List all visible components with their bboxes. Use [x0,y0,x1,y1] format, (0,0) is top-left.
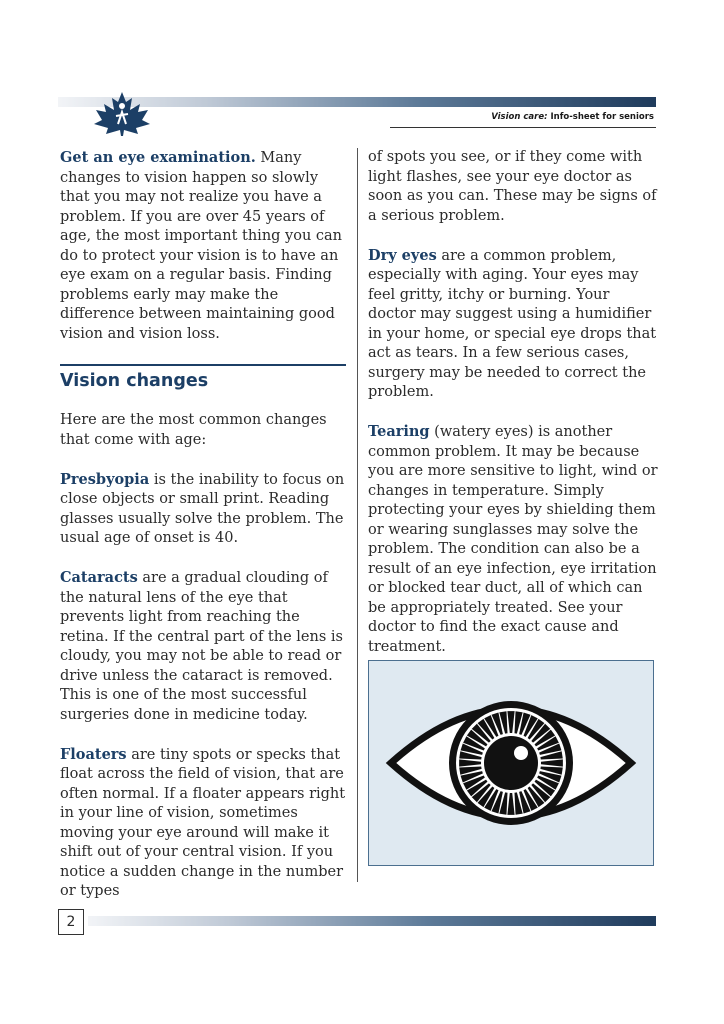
left-column [60,148,350,921]
keyword-presbyopia: Presbyopia [60,470,150,488]
header-title-rest: Info-sheet for seniors [547,112,654,122]
text-eye-examination: Many changes to vision happen so slowly that you may not realize you have a problem. If you are over 45 years of age, the most important thing you can do to protect your vision is to have an eye exam on a regular basis. Finding problems early may make the difference between maintaining good vision and vision loss. [60,150,343,342]
text-floaters: are tiny spots or specks that float across the field of vision, that are often normal. If a floater appears right in your line of vision, sometimes moving your eye around will make it shift out of your central vision. If you notice a sudden change in the number or types [60,746,346,899]
header-title-emphasis: Vision care: [491,112,548,122]
paragraph-intro: Here are the most common changes that come with age: [60,412,327,448]
paragraph-tearing [368,422,658,657]
right-column [368,148,658,677]
keyword-dry-eyes: Dry eyes [368,246,437,264]
text-cataracts: are a gradual clouding of the natural lens of the eye that prevents light from reaching the retina. If the central part of the lens is cloudy, you may not be able to read or drive unless the cataract is removed. This is one of the most successful surgeries done in medicine today. [60,570,343,723]
header-title [491,112,654,122]
keyword-cataracts: Cataracts [60,569,138,586]
header-rule [390,127,656,128]
section-title: Vision changes [60,370,209,391]
paragraph-floaters [60,745,350,902]
paragraph-presbyopia [60,470,350,549]
text-dry-eyes: are a common problem, especially with aging. Your eyes may feel gritty, itchy or burning. Your doctor may suggest using a humidifier in your home, or special eye drops that act as tears. In a few serious cases, surgery may be needed to correct the problem. [368,247,657,400]
keyword-eye-examination: Get an eye examination. [60,149,256,166]
paragraph-dry-eyes [368,246,658,403]
keyword-tearing: Tearing [368,423,430,440]
section-rule [60,364,346,366]
column-divider [357,148,358,882]
footer-gradient-bar [88,916,656,926]
text-tearing: (watery eyes) is another common problem. It may be because you are more sensitive to light, wind or changes in temperature. Simply protecting your eyes by shielding them or wearing sunglasses may solve the problem. The condition can also be a result of an eye infection, eye irritation or blocked tear duct, all of which can be appropriately treated. See your doctor to find the exact cause and treatment. [368,424,658,655]
eye-icon [369,661,653,865]
text-presbyopia: is the inability to focus on close objects or small print. Reading glasses usually solve the problem. The usual age of onset is 40. [60,471,345,546]
eye-illustration-box [368,660,654,866]
maple-leaf-person-logo [90,90,154,136]
paragraph-cataracts [60,568,350,725]
paragraph-eye-examination [60,148,350,344]
page-number: 2 [58,909,84,935]
paragraph-floaters-continued: of spots you see, or if they come with light flashes, see your eye doctor as soon as you can. These may be signs of a serious problem. [368,149,657,224]
keyword-floaters: Floaters [60,745,127,763]
